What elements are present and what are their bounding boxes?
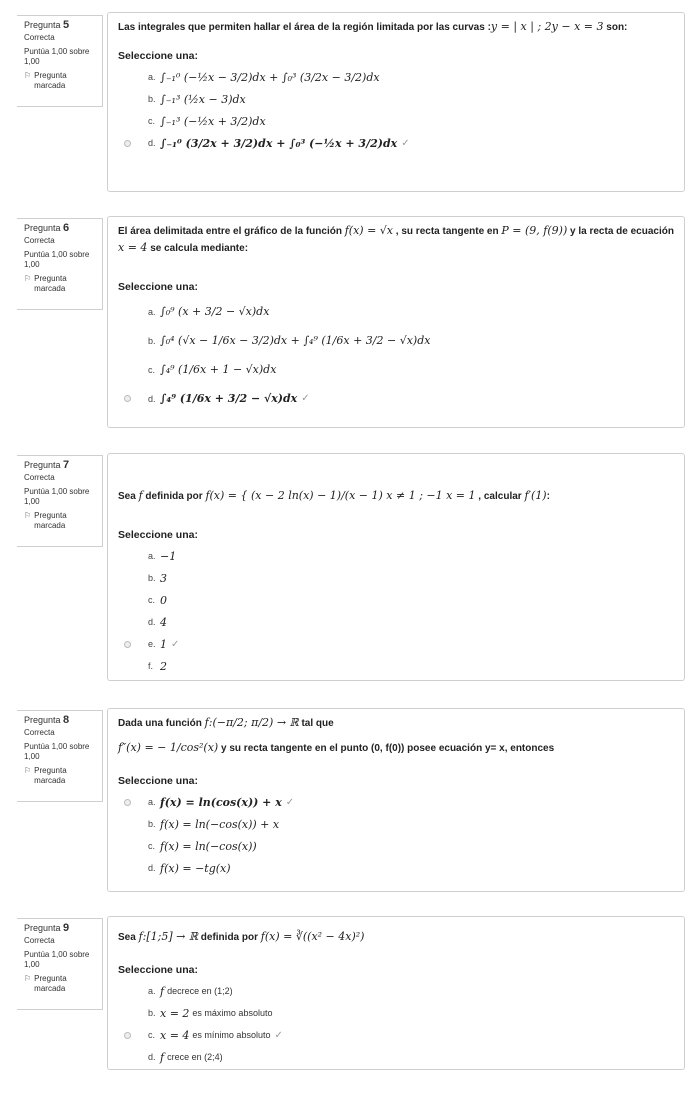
flag-question-toggle[interactable] bbox=[24, 974, 98, 994]
check-icon: ✓ bbox=[401, 137, 410, 149]
question-text: El área delimitada entre el gráfico de la función f(x) = √x , su recta tangente en P = (9, f(9)) y la recta de ecuación x = 4 se calcula mediante: bbox=[118, 224, 674, 254]
question-number: 9 bbox=[63, 922, 70, 934]
option-d[interactable]: d. f(x) = −tg(x) bbox=[148, 861, 231, 875]
question-text: Sea f:[1;5] → ℝ definida por f(x) = ∛((x² − 4x)²) bbox=[118, 930, 365, 943]
check-icon: ✓ bbox=[285, 796, 295, 808]
flag-icon: ⚐ bbox=[24, 974, 32, 983]
option-a[interactable]: a. −1 bbox=[148, 549, 177, 563]
check-icon: ✓ bbox=[274, 1029, 283, 1041]
option-c[interactable]: c. x = 4 es mínimo absoluto ✓ bbox=[118, 1024, 674, 1046]
question-content bbox=[107, 216, 685, 428]
radio-selected[interactable] bbox=[124, 641, 131, 648]
check-icon: ✓ bbox=[171, 638, 180, 650]
question-state: Correcta bbox=[24, 936, 55, 945]
check-icon: ✓ bbox=[301, 393, 310, 404]
select-prompt: Seleccione una: bbox=[118, 529, 198, 541]
question-grade: Puntúa 1,00 sobre 1,00 bbox=[24, 950, 90, 969]
flag-label: Pregunta marcada bbox=[34, 274, 67, 293]
question-text: Las integrales que permiten hallar el área de la región limitada por las curvas :y = | x | ; 2y − x = 3 son: bbox=[118, 20, 628, 33]
option-d[interactable]: d. ∫₋₁⁰ (3/2x + 3/2)dx + ∫₀³ (−½x + 3/2)dx ✓ bbox=[118, 132, 674, 154]
select-prompt: Seleccione una: bbox=[118, 50, 198, 62]
option-a[interactable]: a. ∫₀⁹ (x + 3/2 − √x)dx bbox=[148, 305, 270, 318]
question-content bbox=[107, 12, 685, 192]
option-c[interactable]: c. 0 bbox=[148, 593, 167, 607]
flag-label: Pregunta marcada bbox=[34, 766, 67, 785]
radio-selected[interactable] bbox=[124, 799, 131, 806]
question-state: Correcta bbox=[24, 33, 55, 42]
flag-question-toggle[interactable] bbox=[24, 511, 98, 531]
option-d[interactable]: d. 4 bbox=[148, 615, 167, 629]
select-prompt: Seleccione una: bbox=[118, 281, 198, 293]
flag-icon: ⚐ bbox=[24, 766, 32, 775]
radio-selected[interactable] bbox=[124, 140, 131, 147]
question-text-line2: f″(x) = − 1/cos²(x) y su recta tangente en el punto (0, f(0)) posee ecuación y= x, entonces bbox=[118, 741, 555, 754]
question-text: Dada una función f:(−π/2; π/2) → ℝ tal que bbox=[118, 716, 334, 729]
question-info bbox=[17, 455, 103, 547]
question-content bbox=[107, 708, 685, 892]
question-label: Pregunta bbox=[24, 923, 61, 933]
radio-selected[interactable] bbox=[124, 1032, 131, 1039]
question-state: Correcta bbox=[24, 473, 55, 482]
flag-icon: ⚐ bbox=[24, 71, 32, 80]
question-state: Correcta bbox=[24, 236, 55, 245]
option-c[interactable]: c. f(x) = ln(−cos(x)) bbox=[148, 839, 257, 853]
question-grade: Puntúa 1,00 sobre 1,00 bbox=[24, 250, 90, 269]
question-grade: Puntúa 1,00 sobre 1,00 bbox=[24, 742, 90, 761]
flag-label: Pregunta marcada bbox=[34, 511, 67, 530]
question-grade: Puntúa 1,00 sobre 1,00 bbox=[24, 487, 90, 506]
question-label: Pregunta bbox=[24, 715, 61, 725]
flag-icon: ⚐ bbox=[24, 511, 32, 520]
option-b[interactable]: b. ∫₋₁³ (½x − 3)dx bbox=[148, 92, 246, 106]
question-info bbox=[17, 218, 103, 310]
question-number: 8 bbox=[63, 714, 70, 726]
question-label: Pregunta bbox=[24, 223, 61, 233]
option-b[interactable]: b. x = 2 es máximo absoluto bbox=[148, 1006, 273, 1020]
option-b[interactable]: b. 3 bbox=[148, 571, 167, 585]
select-prompt: Seleccione una: bbox=[118, 964, 198, 976]
radio-selected[interactable] bbox=[124, 395, 131, 402]
option-a[interactable]: a. ∫₋₁⁰ (−½x − 3/2)dx + ∫₀³ (3/2x − 3/2)dx bbox=[148, 70, 380, 84]
question-number: 7 bbox=[63, 459, 70, 471]
flag-icon: ⚐ bbox=[24, 274, 32, 283]
question-text: Sea f definida por f(x) = { (x − 2 ln(x) − 1)/(x − 1) x ≠ 1 ; −1 x = 1 , calcular f′(1): bbox=[118, 489, 550, 502]
flag-question-toggle[interactable] bbox=[24, 274, 98, 294]
flag-label: Pregunta marcada bbox=[34, 71, 67, 90]
flag-question-toggle[interactable] bbox=[24, 71, 98, 91]
option-a[interactable]: a. f(x) = ln(cos(x)) + x ✓ bbox=[118, 791, 674, 813]
option-c[interactable]: c. ∫₄⁹ (1/6x + 1 − √x)dx bbox=[148, 363, 277, 376]
question-content bbox=[107, 916, 685, 1070]
option-a[interactable]: a. f decrece en (1;2) bbox=[148, 984, 233, 998]
question-info bbox=[17, 710, 103, 802]
flag-label: Pregunta marcada bbox=[34, 974, 67, 993]
question-info bbox=[17, 15, 103, 107]
question-grade: Puntúa 1,00 sobre 1,00 bbox=[24, 47, 90, 66]
flag-question-toggle[interactable] bbox=[24, 766, 98, 786]
option-e[interactable]: e. 1 ✓ bbox=[118, 633, 674, 655]
question-state: Correcta bbox=[24, 728, 55, 737]
option-f[interactable]: f. 2 bbox=[148, 659, 167, 673]
option-d[interactable]: d. ∫₄⁹ (1/6x + 3/2 − √x)dx ✓ bbox=[118, 384, 674, 413]
option-b[interactable]: b. ∫₀⁴ (√x − 1/6x − 3/2)dx + ∫₄⁹ (1/6x + 3/2 − √x)dx bbox=[148, 334, 431, 347]
question-number: 5 bbox=[63, 19, 70, 31]
option-b[interactable]: b. f(x) = ln(−cos(x)) + x bbox=[148, 817, 280, 831]
question-label: Pregunta bbox=[24, 20, 61, 30]
select-prompt: Seleccione una: bbox=[118, 775, 198, 787]
question-number: 6 bbox=[63, 222, 70, 234]
option-c[interactable]: c. ∫₋₁³ (−½x + 3/2)dx bbox=[148, 114, 266, 128]
option-d[interactable]: d. f crece en (2;4) bbox=[148, 1050, 223, 1064]
question-content bbox=[107, 453, 685, 681]
question-info bbox=[17, 918, 103, 1010]
question-label: Pregunta bbox=[24, 460, 61, 470]
